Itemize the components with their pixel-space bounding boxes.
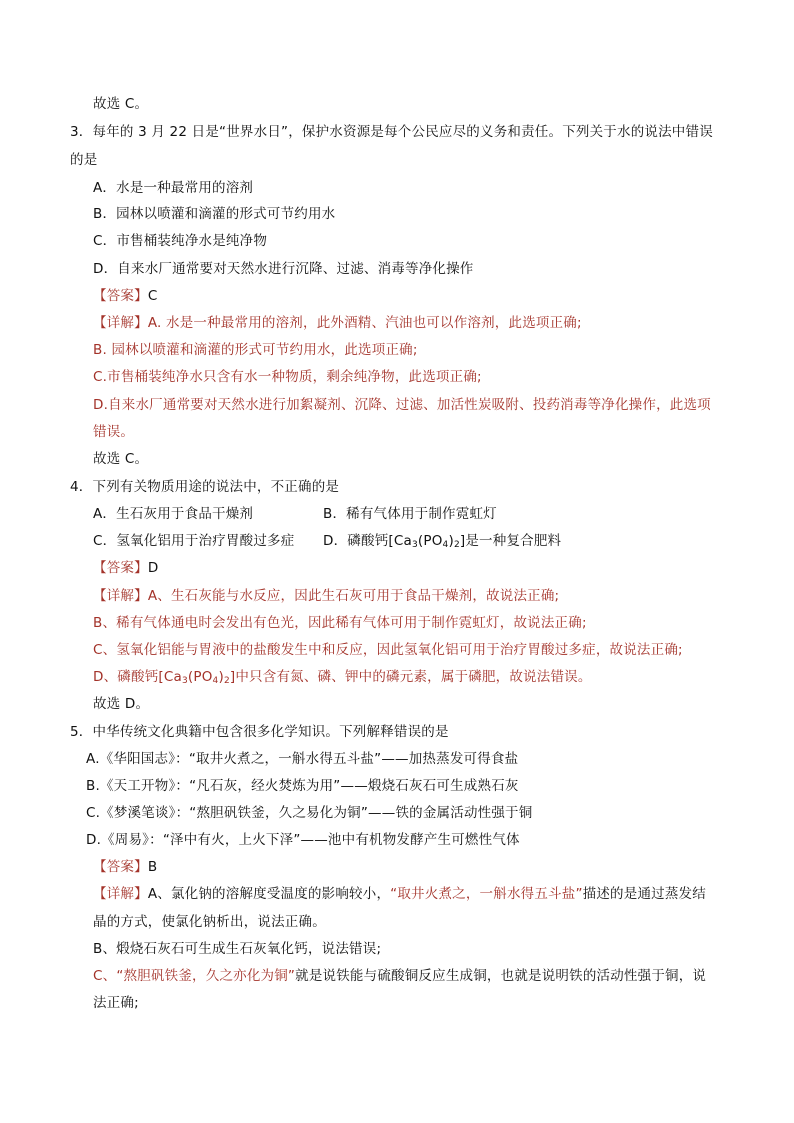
q5-answer <box>93 858 157 876</box>
q4-close: 故选 D。 <box>93 696 150 712</box>
answer-value: B <box>147 859 158 875</box>
q5-option-c: C.《梦溪笔谈》：“熬胆矾铁釜，久之易化为铜”——铁的金属活动性强于铜 <box>86 805 533 821</box>
q4-detail-b: B、稀有气体通电时会发出有色光，因此稀有气体可用于制作霓虹灯，故说法正确; <box>93 615 587 631</box>
q3-stem: 3．每年的 3 月 22 日是“世界水日”，保护水资源是每个公民应尽的义务和责任。下列关于水的说法中错误 <box>70 124 713 140</box>
q4-option-a: A．生石灰用于食品干燥剂 <box>93 506 254 522</box>
text: ]是一种复合肥料 <box>459 533 562 549</box>
detail-text: A、生石灰能与水反应，因此生石灰可用于食品干燥剂，故说法正确; <box>147 588 560 604</box>
q3-close: 故选 C。 <box>93 451 149 467</box>
subscript: 4 <box>212 676 219 686</box>
subscript: 4 <box>442 540 449 550</box>
q4-detail-a <box>93 587 559 605</box>
detail-text: C、 <box>93 968 117 984</box>
answer-value: C <box>147 288 158 304</box>
q5-option-a: A.《华阳国志》：“取井火煮之，一斛水得五斗盐”——加热蒸发可得食盐 <box>86 751 519 767</box>
detail-label: 【详解】 <box>93 315 148 331</box>
quote-text: “取井火煮之，一斛水得五斗盐” <box>390 886 583 902</box>
q5-detail-c <box>93 967 706 985</box>
q3-detail-d: D.自来水厂通常要对天然水进行加絮凝剂、沉降、过滤、加活性炭吸附、投药消毒等净化操作，此选项 <box>93 397 711 413</box>
q3-detail-b: B. 园林以喷灌和滴灌的形式可节约用水，此选项正确; <box>93 342 418 358</box>
subscript: 2 <box>453 540 460 550</box>
subscript: 2 <box>223 676 230 686</box>
answer-label: 【答案】 <box>93 859 148 875</box>
q4-option-d <box>323 532 561 550</box>
q5-detail-a <box>93 885 706 903</box>
q5-option-d: D.《周易》：“泽中有火，上火下泽”——池中有机物发酵产生可燃性气体 <box>86 832 520 848</box>
q3-detail-d-cont: 错误。 <box>93 424 135 440</box>
detail-label: 【详解】 <box>93 588 148 604</box>
q3-option-c: C．市售桶装纯净水是纯净物 <box>93 233 268 249</box>
q5-option-b: B.《天工开物》：“凡石灰，经火焚炼为用”——煅烧石灰石可生成熟石灰 <box>86 778 519 794</box>
q3-detail-a <box>93 314 582 332</box>
q3-detail-c: C.市售桶装纯净水只含有水一种物质，剩余纯净物，此选项正确; <box>93 369 482 385</box>
text: ) <box>448 533 454 549</box>
q4-option-c: C．氢氧化铝用于治疗胃酸过多症 <box>93 533 295 549</box>
q4-detail-d <box>93 668 592 686</box>
answer-label: 【答案】 <box>93 288 148 304</box>
answer-value: D <box>147 560 159 576</box>
q2-answer-close: 故选 C。 <box>93 96 149 112</box>
q5-detail-c-cont: 法正确; <box>93 995 139 1011</box>
q3-stem-cont: 的是 <box>70 152 98 168</box>
text: (PO <box>187 669 213 685</box>
q4-detail-c: C、氢氧化铝能与胃液中的盐酸发生中和反应，因此氢氧化铝可用于治疗胃酸过多症，故说法正确; <box>93 642 683 658</box>
text: (PO <box>417 533 443 549</box>
q4-option-b: B．稀有气体用于制作霓虹灯 <box>323 506 497 522</box>
q4-answer <box>93 559 158 577</box>
quote-text: “熬胆矾铁釜，久之亦化为铜” <box>116 968 296 984</box>
subscript: 3 <box>411 540 418 550</box>
q3-option-d: D．自来水厂通常要对天然水进行沉降、过滤、消毒等净化操作 <box>93 261 474 277</box>
detail-text: A、氯化钠的溶解度受温度的影响较小， <box>147 886 391 902</box>
detail-text: A. 水是一种最常用的溶剂，此外酒精、汽油也可以作溶剂，此选项正确; <box>147 315 582 331</box>
answer-label: 【答案】 <box>93 560 148 576</box>
text: D、磷酸钙[Ca <box>93 669 182 685</box>
q5-detail-a-cont: 晶的方式，使氯化钠析出，说法正确。 <box>93 914 326 930</box>
text: D．磷酸钙[Ca <box>323 533 412 549</box>
detail-text: 就是说铁能与硫酸铜反应生成铜，也就是说明铁的活动性强于铜，说 <box>295 968 707 984</box>
detail-text: 描述的是通过蒸发结 <box>582 886 706 902</box>
q4-stem: 4．下列有关物质用途的说法中，不正确的是 <box>70 479 340 495</box>
text: ) <box>218 669 224 685</box>
q5-stem: 5．中华传统文化典籍中包含很多化学知识。下列解释错误的是 <box>70 724 449 740</box>
q5-detail-b: B、煅烧石灰石可生成生石灰氧化钙，说法错误; <box>93 941 382 957</box>
q3-option-b: B．园林以喷灌和滴灌的形式可节约用水 <box>93 206 336 222</box>
subscript: 3 <box>181 676 188 686</box>
text: ]中只含有氮、磷、钾中的磷元素，属于磷肥，故说法错误。 <box>229 669 592 685</box>
q3-answer <box>93 287 157 305</box>
q3-option-a: A．水是一种最常用的溶剂 <box>93 180 254 196</box>
detail-label: 【详解】 <box>93 886 148 902</box>
